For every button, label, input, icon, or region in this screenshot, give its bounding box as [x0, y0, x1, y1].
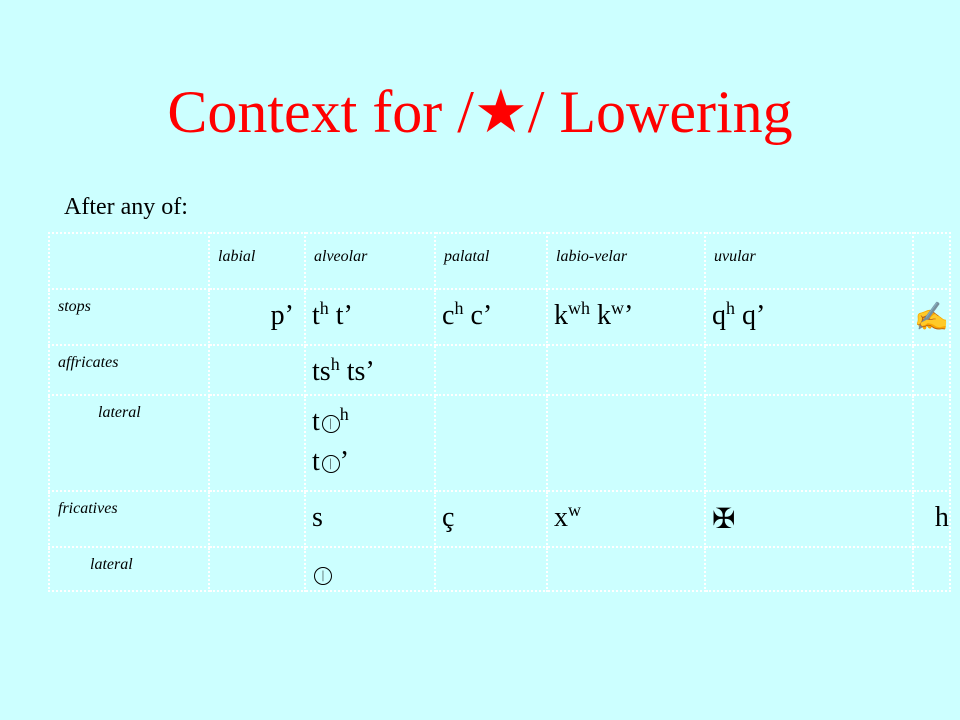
row-label-affricates: affricates — [49, 345, 209, 395]
cell-stops-labio-velar: $k^{wh}$ $k^w$’ — [547, 289, 705, 345]
row-label-fricatives: fricatives — [49, 491, 209, 547]
slide-title: Context for /★/ Lowering — [167, 79, 793, 145]
row-lateral-affricates — [49, 395, 950, 491]
cell-fricatives-labio-velar: $x^w$ — [547, 491, 705, 547]
row-lateral-fricatives — [49, 547, 950, 591]
empty-cell — [547, 395, 705, 491]
writing-hand-icon: ✍ — [913, 289, 950, 345]
lateral-fricative-symbol-icon: ᛁ — [314, 567, 332, 585]
row-stops — [49, 289, 950, 345]
empty-cell — [209, 395, 305, 491]
cell-stops-labial: p’ — [209, 289, 305, 345]
cell-stops-alveolar: $t^h$ t’ — [305, 289, 435, 345]
maltese-cross-icon: ✠ — [712, 504, 736, 535]
empty-cell — [705, 345, 913, 395]
empty-cell — [913, 345, 950, 395]
empty-cell — [435, 547, 547, 591]
cell-lateral-affricate-alveolar — [305, 395, 435, 491]
col-header-labial: labial — [209, 233, 305, 289]
row-fricatives — [49, 491, 950, 547]
lateral-fricative-symbol-icon: ᛁ — [322, 455, 340, 473]
slide-subtitle: After any of: — [64, 194, 188, 220]
empty-cell — [209, 547, 305, 591]
lateral-affricate-ejective: t ᛁ ’ — [312, 446, 350, 477]
empty-cell — [209, 345, 305, 395]
cell-fricatives-uvular — [705, 491, 913, 547]
col-header-alveolar: alveolar — [305, 233, 435, 289]
cell-lateral-fricative-alveolar — [305, 547, 435, 591]
corner-cell — [49, 233, 209, 289]
header-row — [49, 233, 950, 289]
lateral-affricate-aspirated: t ᛁ $^h$ — [312, 404, 349, 437]
cell-fricatives-glottal: h — [913, 491, 950, 547]
empty-cell — [913, 233, 950, 289]
col-header-uvular: uvular — [705, 233, 913, 289]
col-header-labio-velar: labio-velar — [547, 233, 705, 289]
cell-stops-palatal: $c^h$ c’ — [435, 289, 547, 345]
empty-cell — [705, 547, 913, 591]
cell-affricates-alveolar: $ts^h$ ts’ — [305, 345, 435, 395]
row-label-lateral-affricate: lateral — [49, 395, 209, 491]
empty-cell — [913, 395, 950, 491]
row-label-stops: stops — [49, 289, 209, 345]
empty-cell — [209, 491, 305, 547]
empty-cell — [547, 345, 705, 395]
row-label-lateral-fricative: lateral — [49, 547, 209, 591]
cell-stops-uvular: $q^h$ q’ — [705, 289, 913, 345]
phoneme-table — [48, 232, 951, 592]
empty-cell — [705, 395, 913, 491]
empty-cell — [435, 345, 547, 395]
col-header-palatal: palatal — [435, 233, 547, 289]
empty-cell — [435, 395, 547, 491]
empty-cell — [913, 547, 950, 591]
cell-fricatives-alveolar: s — [305, 491, 435, 547]
cell-fricatives-palatal: ç — [435, 491, 547, 547]
lateral-fricative-symbol-icon: ᛁ — [322, 415, 340, 433]
row-affricates — [49, 345, 950, 395]
empty-cell — [547, 547, 705, 591]
